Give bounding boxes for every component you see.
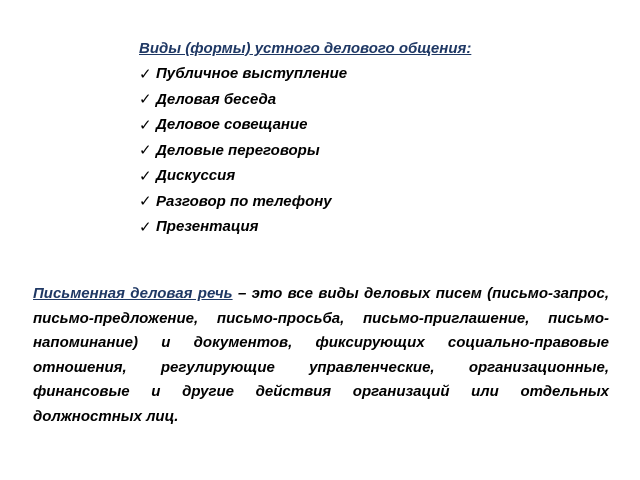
- list-item: [139, 163, 524, 189]
- list-item-label: Дискуссия: [156, 167, 236, 185]
- list-item: [139, 214, 524, 240]
- checkmark-icon: ✓: [139, 64, 152, 83]
- definition-text: – это все виды деловых писем (письмо-запрос, письмо-предложение, письмо-просьба, письмо-приглашение, письмо-напоминание) и документов, фиксирующих социально-правовые отношения, регулирующие управленческие, организационные, финансовые и другие действия организаций или отдельных должностных лиц.: [33, 285, 610, 425]
- checkmark-icon: ✓: [139, 166, 152, 185]
- written-speech-definition: [33, 282, 609, 429]
- list-item: [139, 87, 524, 113]
- list-item-label: Деловое совещание: [156, 116, 308, 134]
- list-item: [139, 61, 524, 87]
- list-item: [139, 189, 524, 215]
- list-item: [139, 112, 524, 138]
- list-item: [139, 138, 524, 164]
- checkmark-icon: ✓: [139, 192, 152, 211]
- list-item-label: Деловые переговоры: [156, 141, 320, 159]
- checkmark-icon: ✓: [139, 90, 152, 109]
- definition-term: Письменная деловая речь: [33, 285, 233, 302]
- forms-heading: Виды (формы) устного делового общения:: [139, 40, 472, 57]
- list-item-label: Презентация: [156, 218, 259, 236]
- checkmark-icon: ✓: [139, 141, 152, 160]
- oral-communication-forms: [139, 38, 524, 240]
- list-item-label: Публичное выступление: [156, 65, 348, 83]
- list-item-label: Деловая беседа: [156, 90, 277, 108]
- forms-list: [139, 61, 524, 240]
- checkmark-icon: ✓: [139, 217, 152, 236]
- checkmark-icon: ✓: [139, 115, 152, 134]
- list-item-label: Разговор по телефону: [156, 192, 332, 210]
